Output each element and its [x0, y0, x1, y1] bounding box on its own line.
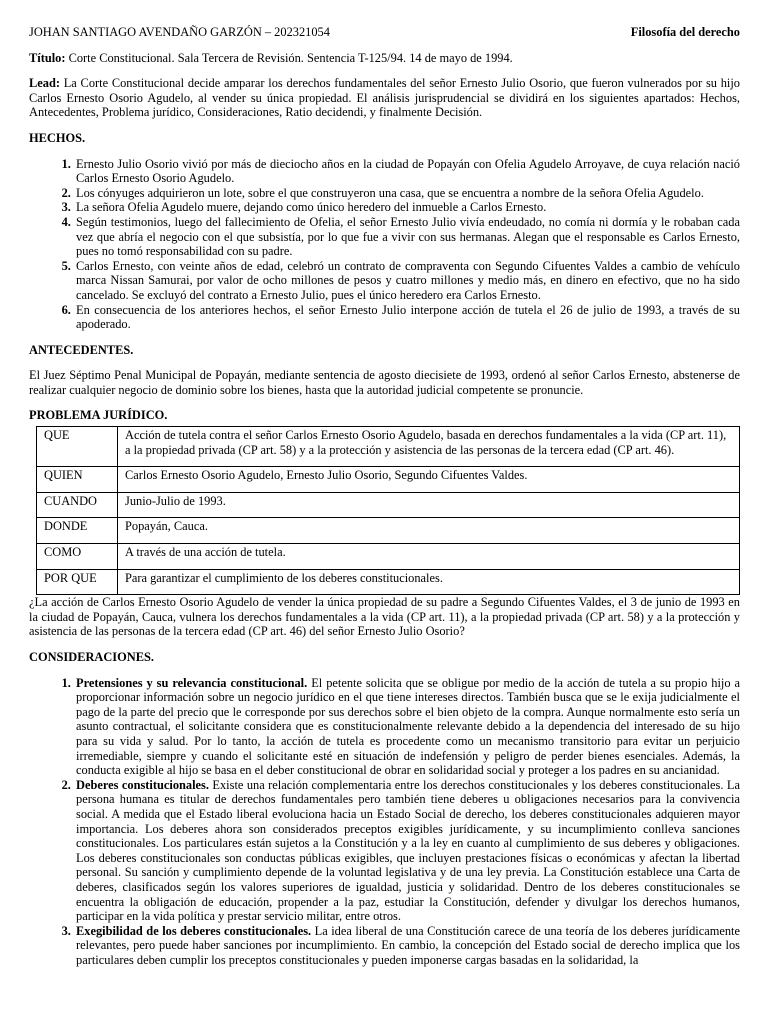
- table-key: POR QUE: [37, 569, 118, 595]
- list-item: [74, 924, 740, 968]
- author-line: JOHAN SANTIAGO AVENDAÑO GARZÓN – 202321054: [29, 25, 330, 39]
- problema-question: ¿La acción de Carlos Ernesto Osorio Agudelo de vender la única propiedad de su padre a Segundo Cifuentes Valdes, el 3 de junio de 1993 en la ciudad de Popayán, Cauca, vulnera los derechos fundamentales a la vida (CP art. 11), a la propiedad privada (CP art. 58) y a la protección y asistencia de las personas de la tercera edad (CP art. 46) del señor Ernesto Julio Osorio?: [29, 595, 740, 639]
- title-text: Corte Constitucional. Sala Tercera de Revisión. Sentencia T-125/94. 14 de mayo de 1994.: [65, 50, 513, 65]
- lead-text: La Corte Constitucional decide amparar los derechos fundamentales del señor Ernesto Julio Osorio, que fueron vulnerados por su hijo Carlos Ernesto Osorio Agudelo, al vender su única propiedad. El análisis jurisprudencial se dividirá en los siguientes apartados: Hechos, Antecedentes, Problema jurídico, Consideraciones, Ratio decidendi, y finalmente Decisión.: [29, 76, 740, 120]
- document-page: [29, 25, 740, 978]
- table-value: Acción de tutela contra el señor Carlos Ernesto Osorio Agudelo, basada en derechos fundamentales a la vida (CP art. 11), a la propiedad privada (CP art. 58) y a la protección y asistencia de las personas de la tercera edad (CP art. 46).: [118, 427, 740, 467]
- title-label: Título:: [29, 50, 66, 65]
- antecedentes-heading: ANTECEDENTES.: [29, 342, 134, 357]
- item-title: Exegibilidad de los deberes constitucionales.: [76, 923, 312, 938]
- item-title: Deberes constitucionales.: [76, 777, 209, 792]
- table-key: QUE: [37, 427, 118, 467]
- table-value: A través de una acción de tutela.: [118, 544, 740, 570]
- table-row: [37, 544, 740, 570]
- table-row: [37, 492, 740, 518]
- antecedentes-text: El Juez Séptimo Penal Municipal de Popayán, mediante sentencia de agosto diecisiete de 1993, ordenó al señor Carlos Ernesto, abstenerse de realizar cualquier negocio de dominio sobre los bienes, hasta que la autoridad judicial competente se pronuncie.: [29, 368, 740, 397]
- course-name: Filosofía del derecho: [630, 25, 740, 39]
- lead-paragraph: [29, 76, 740, 120]
- item-title: Pretensiones y su relevancia constitucional.: [76, 675, 308, 690]
- table-value: Junio-Julio de 1993.: [118, 492, 740, 518]
- hechos-heading: HECHOS.: [29, 130, 86, 145]
- list-item: 5. Carlos Ernesto, con veinte años de edad, celebró un contrato de compraventa con Segundo Cifuentes Valdes a cambio de vehículo marca Nissan Samurai, por valor de ocho millones de pesos y cuatro millones y medio más, en dinero en efectivo, que no ha sido cancelado. Se excluyó del contrato a Ernesto Julio, pues el único heredero era Carlos Ernesto.: [74, 259, 740, 303]
- problema-heading: PROBLEMA JURÍDICO.: [29, 408, 168, 423]
- table-key: DONDE: [37, 518, 118, 544]
- problema-table: [36, 426, 740, 595]
- list-item: 6. En consecuencia de los anteriores hechos, el señor Ernesto Julio interpone acción de tutela el 26 de julio de 1993, a través de su apoderado.: [74, 303, 740, 332]
- item-text: Existe una relación complementaria entre los derechos constitucionales y los deberes constitucionales. La persona humana es titular de derechos fundamentales pero también tiene deberes u obligaciones necesarios para la convivencia social. A medida que el Estado liberal evoluciona hacia un Estado Social de derecho, los deberes constitucionales adquieren mayor importancia. Los deberes ahora son considerados preceptos exigibles jurídicamente, y su incumplimiento conlleva sanciones constitucionales. Los particulares están sujetos a la Constitución y a la ley en cuanto al cumplimiento de sus deberes y obligaciones. Los deberes constitucionales son conductas públicas exigibles, que incluyen prestaciones físicas o económicas y afectan la libertad personal. Su sanción y cumplimiento depende de la voluntad legislativa y de una ley previa. La Constitución establece una Carta de deberes, clasificados según los valores superiores de igualdad, justicia y solidaridad. Dentro de los deberes constitucionales se encuentra la obligación de educación, propender a la paz, estudiar la Constitución, defender y divulgar los derechos humanos, participar en la vida política y prestar servicio militar, entre otros.: [76, 777, 740, 924]
- consideraciones-heading: CONSIDERACIONES.: [29, 650, 154, 664]
- item-text: La idea liberal de una Constitución carece de una teoría de los deberes jurídicamente relevantes, pero puede haber sanciones por incumplimiento. En cambio, la concepción del Estado social de derecho implica que los particulares deben cumplir los preceptos constitucionales y pueden imponerse cargas basadas en la solidaridad, la: [76, 923, 740, 967]
- lead-label: Lead:: [29, 76, 60, 91]
- consideraciones-list: [29, 676, 740, 968]
- table-row: [37, 427, 740, 467]
- table-row: [37, 467, 740, 493]
- list-item: 2. Los cónyuges adquirieron un lote, sobre el que construyeron una casa, que se encuentra a nombre de la señora Ofelia Agudelo.: [74, 186, 740, 201]
- table-value: Para garantizar el cumplimiento de los deberes constitucionales.: [118, 569, 740, 595]
- title-paragraph: [29, 51, 740, 66]
- table-row: [37, 569, 740, 595]
- table-row: [37, 518, 740, 544]
- item-text: El petente solicita que se obligue por medio de la acción de tutela a su propio hijo a proporcionar información sobre un negocio jurídico en el que tiene intereses directos. También busca que se le exija judicialmente el pago de la parte del precio que le corresponde por sus derechos sobre el bien objeto de la compra. Aunque normalmente esto sería un asunto contractual, el solicitante considera que es constitucionalmente relevante debido a la dependencia del interesado de su hijo para su vida y salud. Por lo tanto, la acción de tutela es procedente como un mecanismo transitorio para evitar un perjuicio irremediable, siempre y cuando el solicitante esté en situación de indefensión y peligro de perder bienes esenciales. Además, la conducta exigible al hijo se basa en el deber constitucional de obrar en solidaridad social y proteger a los padres en su ancianidad.: [76, 675, 740, 778]
- hechos-list: [29, 157, 740, 332]
- table-key: CUANDO: [37, 492, 118, 518]
- list-item: 1. Ernesto Julio Osorio vivió por más de dieciocho años en la ciudad de Popayán con Ofelia Agudelo Arroyave, de cuya relación nació Carlos Ernesto Osorio Agudelo.: [74, 157, 740, 186]
- list-item: [74, 778, 740, 924]
- table-value: Carlos Ernesto Osorio Agudelo, Ernesto Julio Osorio, Segundo Cifuentes Valdes.: [118, 467, 740, 493]
- page-header: [29, 25, 740, 40]
- table-key: QUIEN: [37, 467, 118, 493]
- list-item: 3. La señora Ofelia Agudelo muere, dejando como único heredero del inmueble a Carlos Ernesto.: [74, 200, 740, 215]
- list-item: 4. Según testimonios, luego del fallecimiento de Ofelia, el señor Ernesto Julio vivía endeudado, no comía ni dormía y le robaban cada vez que abría el negocio con el que subsistía, por lo que fue a vivir con sus hermanas. Alegan que el responsable es Carlos Ernesto, pues no tomó responsabilidad con su padre.: [74, 215, 740, 259]
- list-item: [74, 676, 740, 778]
- table-value: Popayán, Cauca.: [118, 518, 740, 544]
- table-key: COMO: [37, 544, 118, 570]
